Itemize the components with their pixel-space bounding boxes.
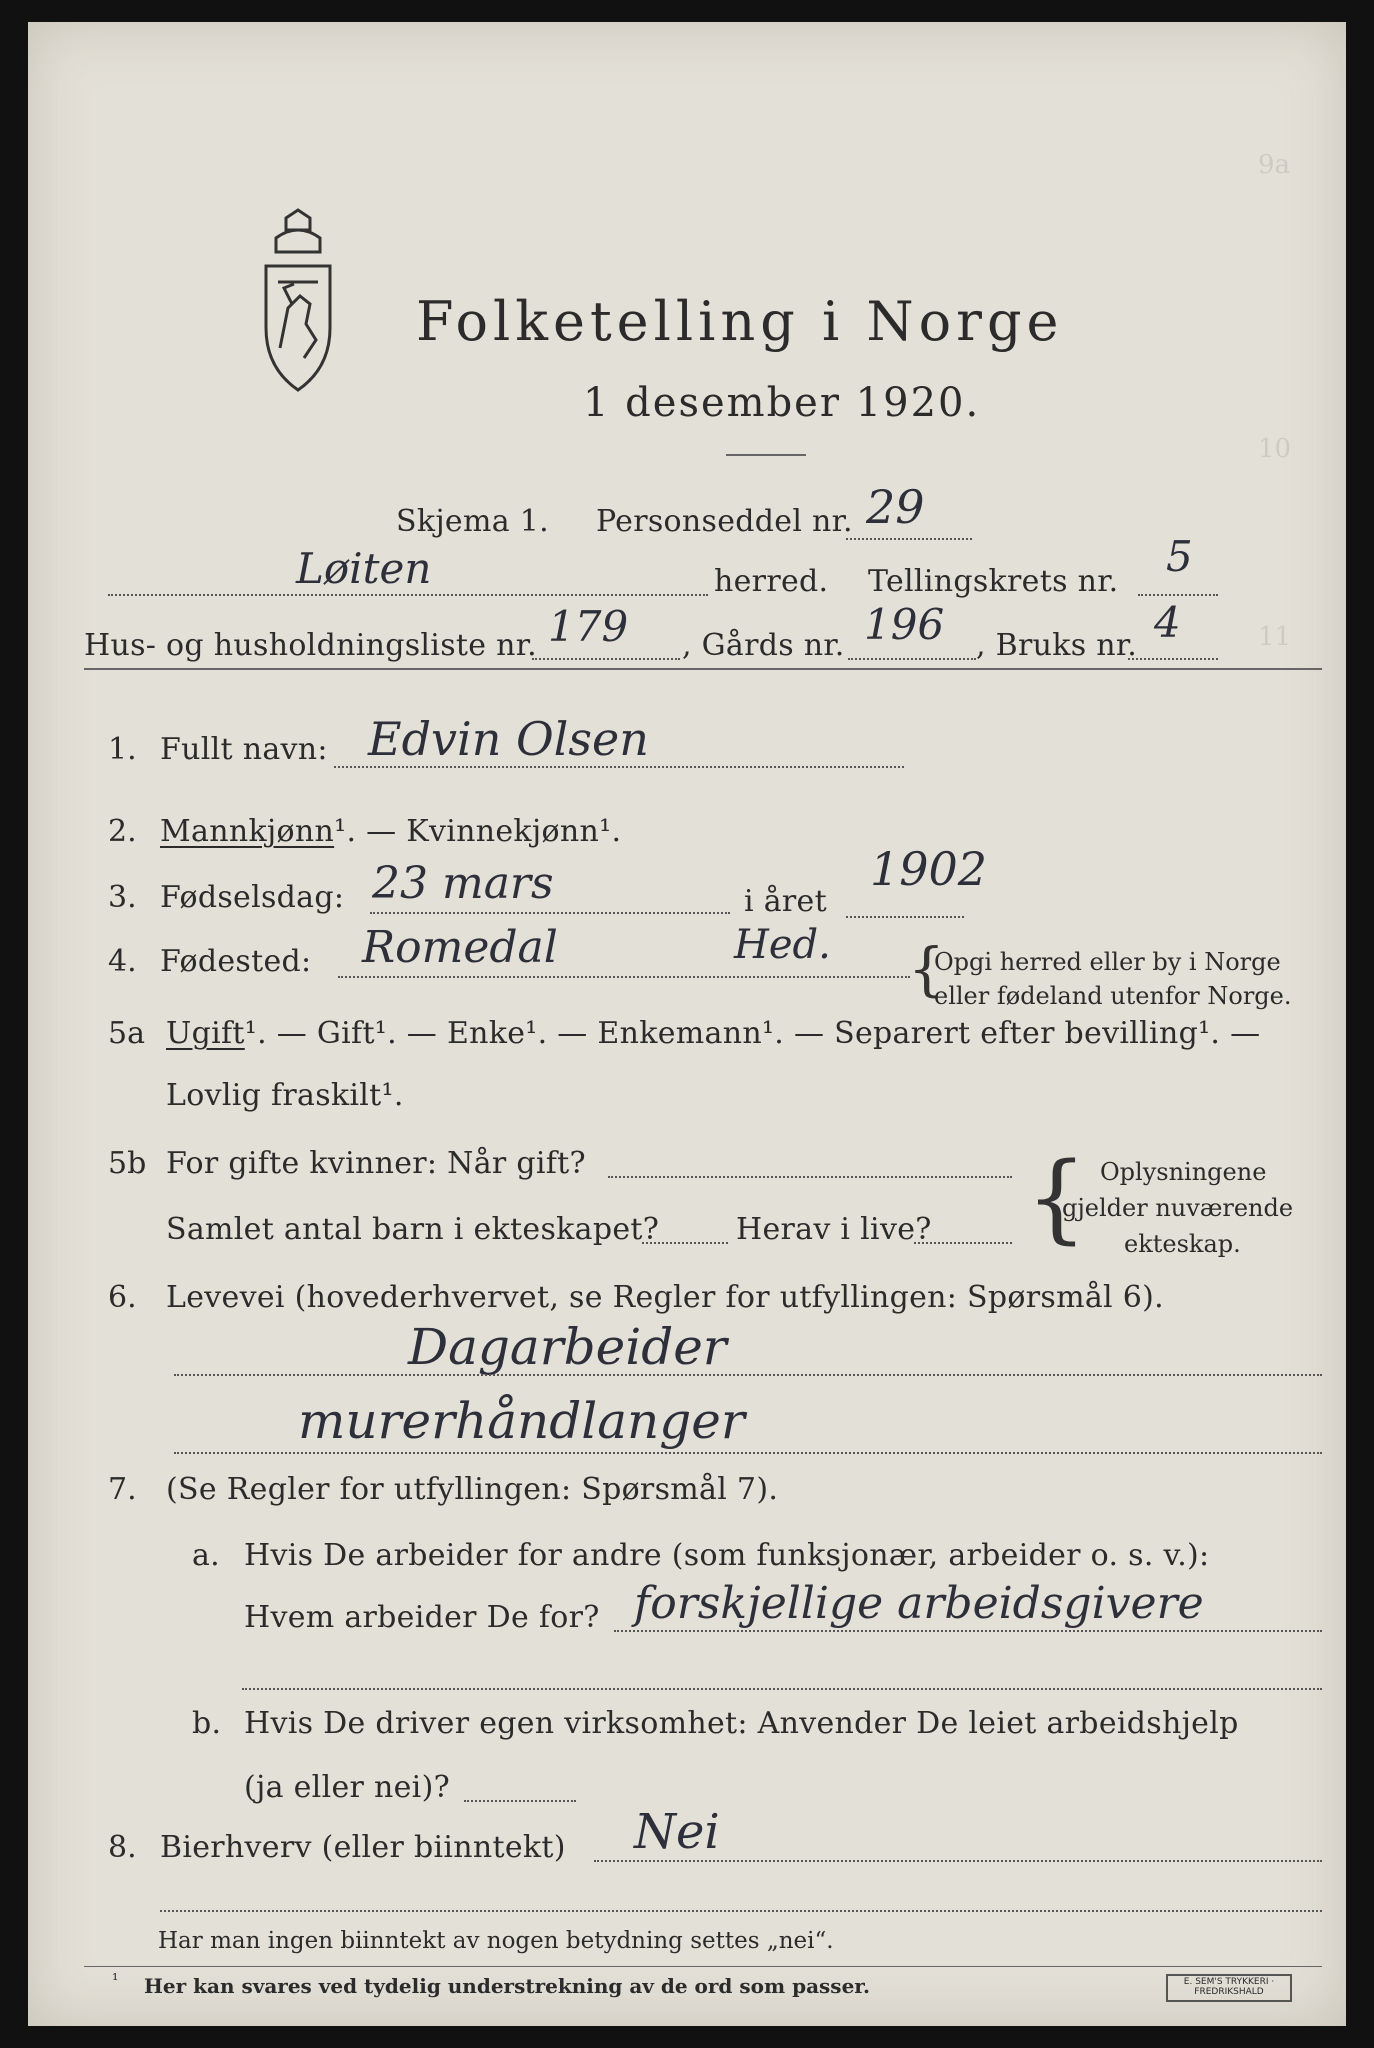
q7b-letter: b. xyxy=(192,1706,222,1741)
q5a-number: 5a xyxy=(108,1016,145,1051)
q6-number: 6. xyxy=(108,1280,137,1315)
q5b-note-line2: gjelder nuværende xyxy=(1062,1194,1294,1222)
footnote-text: Her kan svares ved tydelig understrekning av de ord som passer. xyxy=(144,1974,870,1998)
employer-extra-line[interactable] xyxy=(242,1688,1322,1690)
hired-help-field[interactable] xyxy=(464,1800,576,1802)
q4-brace: { xyxy=(908,935,945,1003)
birthplace-county-value[interactable]: Hed. xyxy=(734,922,831,968)
q4-label: Fødested: xyxy=(160,944,312,979)
bruks-label: , Bruks nr. xyxy=(976,628,1138,663)
personseddel-label: Personseddel nr. xyxy=(596,504,853,539)
husliste-label: Hus- og husholdningsliste nr. xyxy=(84,628,537,663)
skjema-label: Skjema 1. xyxy=(396,504,549,539)
q1-label: Fullt navn: xyxy=(160,732,328,767)
q3-number: 3. xyxy=(108,880,137,915)
gender-male-option[interactable]: Mannkjønn xyxy=(160,814,335,849)
bleed-through-text: 10 xyxy=(1258,434,1292,464)
footer-note: Har man ingen biinntekt av nogen betydning settes „nei“. xyxy=(158,1928,834,1954)
q5a-options xyxy=(166,1016,1260,1051)
q5b-note-line1: Oplysningene xyxy=(1100,1158,1267,1186)
birthday-value[interactable]: 23 mars xyxy=(372,858,554,909)
title-divider xyxy=(726,454,806,456)
birth-year-value[interactable]: 1902 xyxy=(870,842,988,896)
q5b-line1: For gifte kvinner: Når gift? xyxy=(166,1146,586,1181)
employer-value[interactable]: forskjellige arbeidsgivere xyxy=(634,1578,1204,1629)
occupation-value-line1[interactable]: Dagarbeider xyxy=(408,1318,727,1376)
children-alive-field[interactable] xyxy=(914,1242,1012,1244)
tellingskrets-value[interactable]: 5 xyxy=(1166,532,1193,581)
herred-label: herred. xyxy=(714,564,829,599)
q1-number: 1. xyxy=(108,732,137,767)
personseddel-value[interactable]: 29 xyxy=(866,480,925,534)
q6-label: Levevei (hovederhvervet, se Regler for utfyllingen: Spørsmål 6). xyxy=(166,1280,1164,1315)
census-form-sheet xyxy=(28,22,1346,2026)
q4-number: 4. xyxy=(108,944,137,979)
q7b-line2: (ja eller nei)? xyxy=(244,1770,450,1805)
footer-rule xyxy=(84,1966,1322,1967)
q4-note-line2: eller fødeland utenfor Norge. xyxy=(934,982,1292,1010)
marital-fraskilt-option[interactable]: Lovlig fraskilt¹. xyxy=(166,1078,404,1113)
birthplace-value[interactable]: Romedal xyxy=(362,922,558,973)
printer-stamp: E. SEM'S TRYKKERI · FREDRIKSHALD xyxy=(1166,1974,1292,2002)
q7a-letter: a. xyxy=(192,1538,221,1573)
q7-label: (Se Regler for utfyllingen: Spørsmål 7). xyxy=(166,1472,779,1507)
q5b-brace: { xyxy=(1026,1142,1088,1254)
header-rule xyxy=(84,668,1322,670)
occupation-value-line2[interactable]: murerhåndlanger xyxy=(298,1392,745,1450)
marital-other-options[interactable]: ¹. — Gift¹. — Enke¹. — Enkemann¹. — Separert efter bevilling¹. — xyxy=(244,1016,1261,1051)
q5b-alive-label: Herav i live? xyxy=(736,1212,932,1247)
q2-options: Mannkjønn¹. — Kvinnekjønn¹. xyxy=(160,814,622,849)
gender-female-option[interactable]: Kvinnekjønn¹. xyxy=(406,814,622,849)
married-date-field[interactable] xyxy=(608,1176,1012,1178)
q8-number: 8. xyxy=(108,1830,137,1865)
q5b-number: 5b xyxy=(108,1146,147,1181)
q3-year-label: i året xyxy=(744,884,827,919)
marital-ugift-option[interactable]: Ugift xyxy=(166,1016,245,1051)
q7a-line2: Hvem arbeider De for? xyxy=(244,1600,600,1635)
full-name-value[interactable]: Edvin Olsen xyxy=(368,712,649,766)
tellingskrets-label: Tellingskrets nr. xyxy=(868,564,1119,599)
side-income-extra-line[interactable] xyxy=(160,1910,1322,1912)
form-date: 1 desember 1920. xyxy=(583,380,981,426)
children-total-field[interactable] xyxy=(642,1242,728,1244)
q5b-note-line3: ekteskap. xyxy=(1124,1230,1241,1258)
q7-number: 7. xyxy=(108,1472,137,1507)
bruks-value[interactable]: 4 xyxy=(1154,598,1181,647)
q7b-line1: Hvis De driver egen virksomhet: Anvender De leiet arbeidshjelp xyxy=(244,1706,1239,1741)
bleed-through-text: 9a xyxy=(1258,150,1291,180)
bleed-through-text: 11 xyxy=(1258,622,1292,652)
herred-value[interactable]: Løiten xyxy=(296,544,432,593)
q7a-line1: Hvis De arbeider for andre (som funksjonær, arbeider o. s. v.): xyxy=(244,1538,1210,1573)
q3-label: Fødselsdag: xyxy=(160,880,345,915)
q4-note-line1: Opgi herred eller by i Norge xyxy=(934,948,1281,976)
q8-label: Bierhverv (eller biinntekt) xyxy=(160,1830,566,1865)
q5b-children-label: Samlet antal barn i ekteskapet? xyxy=(166,1212,660,1247)
side-income-value[interactable]: Nei xyxy=(634,1804,720,1860)
gards-value[interactable]: 196 xyxy=(864,600,945,649)
norway-coat-of-arms-icon xyxy=(248,208,348,398)
form-title: Folketelling i Norge xyxy=(416,290,1064,353)
footnote-mark: ¹ xyxy=(112,1970,119,1989)
gards-label: , Gårds nr. xyxy=(682,628,845,663)
husliste-value[interactable]: 179 xyxy=(548,602,629,651)
q2-number: 2. xyxy=(108,814,137,849)
